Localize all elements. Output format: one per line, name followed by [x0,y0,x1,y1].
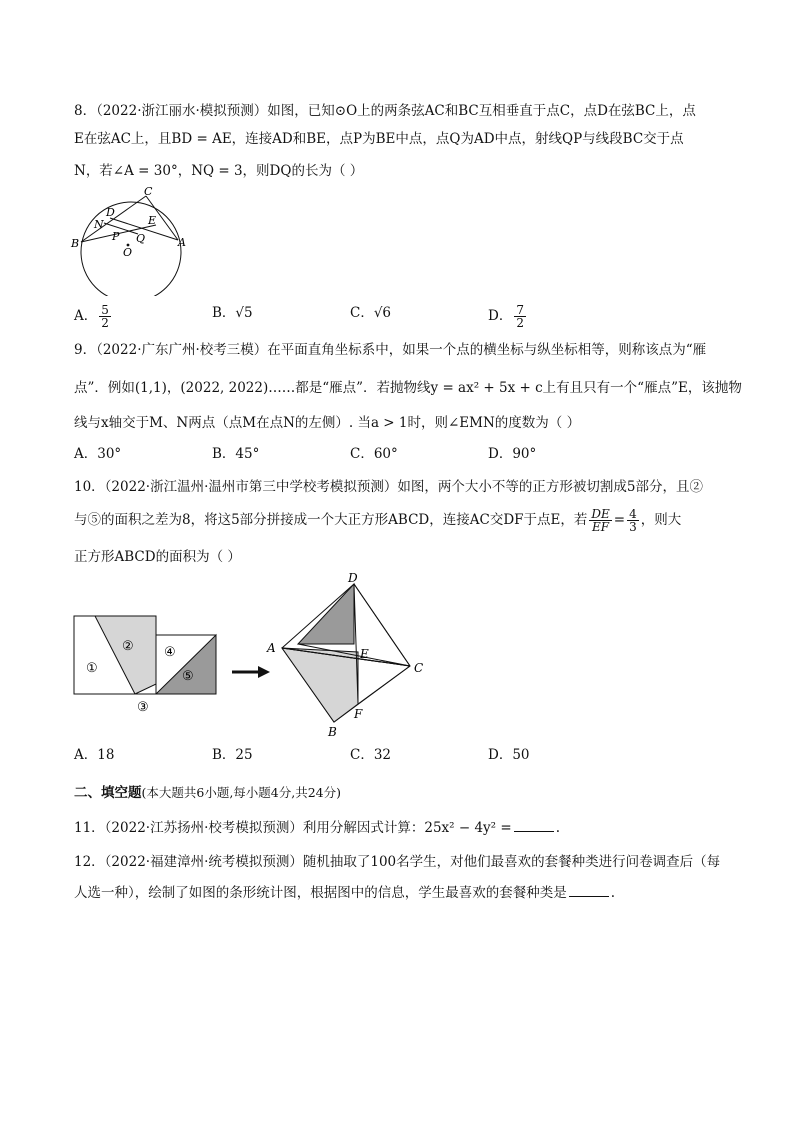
label-c: C [414,661,424,675]
q8-option-c[interactable]: C．√6 [350,305,392,321]
q9-line-2: 点”．例如(1,1)，(2022, 2022)……都是“雁点”．若抛物线y = ax² + 5x + c上有且只有一个“雁点”E，该抛物 [74,380,742,396]
q8-line-1: 8．（2022·浙江丽水·模拟预测）如图，已知⊙O上的两条弦AC和BC互相垂直于点C，点D在弦BC上，点 [74,103,696,119]
section-2-note: (本大题共6小题,每小题4分,共24分) [141,785,342,800]
q9-line-3: 线与x轴交于M、N两点（点M在点N的左侧）. 当a > 1时，则∠EMN的度数为（ ） [74,415,581,431]
label-d: D [106,206,115,219]
q8-option-d[interactable]: D． $\frac{7}{2}$ [488,303,524,330]
q12-line-2: 人选一种），绘制了如图的条形统计图，根据图中的信息，学生最喜欢的套餐种类是 . [74,885,616,901]
label-b: B [328,725,337,739]
label-b: B [71,237,80,250]
q8-option-a[interactable]: A． $\frac{5}{2}$ [74,303,109,330]
q12-line-1: 12．（2022·福建漳州·统考模拟预测）随机抽取了100名学生，对他们最喜欢的套餐种类进行问卷调查后（每 [74,854,721,870]
q10-line-1: 10．（2022·浙江温州·温州市第三中学校考模拟预测）如图，两个大小不等的正方形被切割成5部分，且② [74,479,703,495]
section-2-heading [74,784,341,802]
q8-option-d-fraction: $\frac{7}{2}$ [516,303,524,330]
q8-option-b[interactable]: B．√5 [212,305,253,321]
q10-figure [70,572,450,742]
label-e: E [148,214,157,227]
label-part-3: ③ [137,700,149,715]
q9-line-1: 9．（2022·广东广州·校考三模）在平面直角坐标系中，如果一个点的横坐标与纵坐标相等，则称该点为“雁 [74,342,707,358]
q10-option-b[interactable]: B．25 [212,747,253,763]
label-part-4: ④ [164,645,176,660]
q10-option-d[interactable]: D．50 [488,747,530,763]
label-n: N [94,218,104,231]
label-o: O [123,246,133,259]
q8-line-3: N，若∠A = 30°，NQ = 3，则DQ的长为（ ） [74,163,364,179]
q8-option-a-fraction: $\frac{5}{2}$ [101,303,109,330]
q10-option-c[interactable]: C．32 [350,747,392,763]
q9-option-b[interactable]: B．45° [212,446,260,462]
label-part-2: ② [122,639,134,654]
segment-nq [104,223,138,234]
label-part-1: ① [86,661,98,676]
label-p: P [112,230,120,243]
section-2-title: 二、填空题 [74,785,142,801]
label-part-5: ⑤ [182,669,194,684]
q9-option-c[interactable]: C．60° [350,446,398,462]
label-c: C [144,186,153,198]
q11-line: 11．（2022·江苏扬州·校考模拟预测）利用分解因式计算：25x² − 4y² = . [74,820,560,836]
label-a: A [178,236,186,249]
q10-line-2: 与⑤的面积之差为8，将这5部分拼接成一个大正方形ABCD，连接AC交DF于点E，若 $\frac{DE}{EF}$ = $\frac{4}{3}$ ，则大 [74,507,682,534]
q8-circle-figure [66,186,196,296]
label-f: F [354,707,363,721]
q8-line-2: E在弦AC上，且BD = AE，连接AD和BE，点P为BE中点，点Q为AD中点，射线QP与线段BC交于点 [74,131,684,147]
q10-option-a[interactable]: A．18 [74,747,115,763]
q9-option-d[interactable]: D．90° [488,446,537,462]
label-q: Q [136,232,146,245]
q11-answer-blank[interactable] [514,819,554,832]
q10-value-fraction: $\frac{4}{3}$ [629,507,637,534]
label-d: D [348,572,358,585]
q12-answer-blank[interactable] [569,884,609,897]
label-a: A [267,641,276,655]
q9-option-a[interactable]: A．30° [74,446,122,462]
q10-line-3: 正方形ABCD的面积为（ ） [74,549,241,565]
arrow-head [258,666,270,678]
light-region [282,648,358,722]
dark-region [298,584,354,644]
q10-ratio-fraction: $\frac{DE}{EF}$ [591,507,610,534]
label-e: E [360,647,369,661]
